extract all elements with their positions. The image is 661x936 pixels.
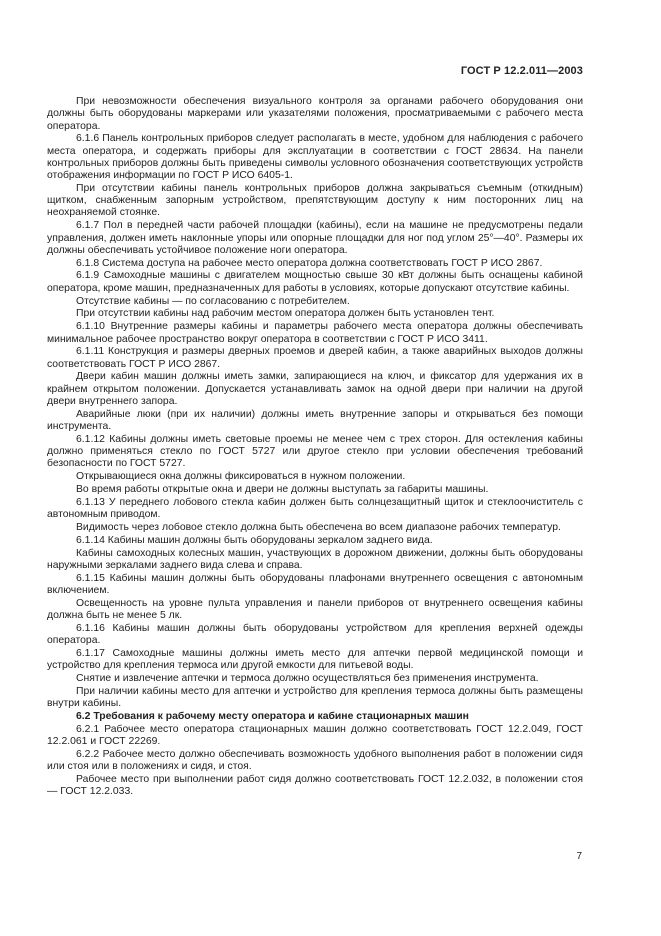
paragraph: 6.1.6 Панель контрольных приборов следует располагать в месте, удобном для наблюдения с рабочего места оператора, и содержать приборы для эксплуатации в соответствии с ГОСТ 28634. На панели контрольных приборов должны быть приведены символы условного обозначения соответствующих устройств отображения информации по ГОСТ Р ИСО 6405-1.: [47, 133, 583, 182]
paragraph: Снятие и извлечение аптечки и термоса должно осуществляться без применения инструмента.: [76, 673, 539, 685]
paragraph: Открывающиеся окна должны фиксироваться в нужном положении.: [76, 471, 406, 483]
paragraph: 6.1.9 Самоходные машины с двигателем мощностью свыше 30 кВт должны быть оснащены кабиной оператора, кроме машин, предназначенных для работы в условиях, которые допускают отсутствие кабины.: [47, 270, 583, 294]
paragraph: 6.1.14 Кабины машин должны быть оборудованы зеркалом заднего вида.: [76, 534, 433, 546]
body-text: [47, 96, 583, 799]
paragraph: Во время работы открытые окна и двери не должны выступать за габариты машины.: [76, 484, 489, 496]
paragraph: 6.1.15 Кабины машин должны быть оборудованы плафонами внутреннего освещения с автономным включением.: [47, 572, 583, 597]
paragraph: 6.1.16 Кабины машин должны быть оборудованы устройством для крепления верхней одежды оператора.: [47, 622, 583, 647]
paragraph: Освещенность на уровне пульта управления и панели приборов от внутреннего освещения кабины должна быть не менее 5 лк.: [47, 597, 583, 622]
section-heading: 6.2 Требования к рабочему месту оператора и кабине стационарных машин: [76, 711, 469, 723]
paragraph: При отсутствии кабины над рабочим местом оператора должен быть установлен тент.: [76, 308, 495, 320]
paragraph: 6.1.13 У переднего лобового стекла кабин должен быть солнцезащитный щиток и стеклоочиститель с автономным приводом.: [47, 496, 583, 521]
paragraph: 6.1.10 Внутренние размеры кабины и параметры рабочего места оператора должны обеспечивать минимальное рабочее пространство вокруг оператора в соответствии с ГОСТ Р ИСО 3411.: [47, 321, 583, 345]
paragraph: При наличии кабины место для аптечки и устройство для крепления термоса должны быть размещены внутри кабины.: [47, 686, 583, 710]
paragraph: 6.1.11 Конструкция и размеры дверных проемов и дверей кабин, а также аварийных выходов должны соответствовать ГОСТ Р ИСО 2867.: [47, 346, 583, 370]
page-number: 7: [576, 851, 582, 862]
paragraph: Двери кабин машин должны иметь замки, запирающиеся на ключ, и фиксатор для удержания их в крайнем открытом положении. Допускается устанавливать замок на одной двери при наличии на другой двери внутреннего запора.: [47, 371, 583, 407]
paragraph: 6.1.8 Система доступа на рабочее место оператора должна соответствовать ГОСТ Р ИСО 2867.: [76, 257, 543, 269]
paragraph: 6.1.17 Самоходные машины должны иметь место для аптечки первой медицинской помощи и устройство для крепления термоса или другой емкости для питьевой воды.: [47, 648, 583, 672]
document-code-header: ГОСТ Р 12.2.011—2003: [460, 65, 583, 77]
paragraph: 6.1.12 Кабины должны иметь световые проемы не менее чем с трех сторон. Для остекления кабины должно применяться стекло по ГОСТ 5727 или другое стекло при условии обеспечения требований безопасности по ГОСТ 5727.: [47, 433, 583, 470]
paragraph: Рабочее место при выполнении работ сидя должно соответствовать ГОСТ 12.2.032, в положении стоя — ГОСТ 12.2.033.: [47, 774, 583, 798]
paragraph: 6.2.1 Рабочее место оператора стационарных машин должно соответствовать ГОСТ 12.2.049, ГОСТ 12.2.061 и ГОСТ 22269.: [47, 723, 583, 748]
paragraph: Аварийные люки (при их наличии) должны иметь внутренние запоры и открываться без помощи инструмента.: [47, 408, 583, 433]
paragraph: 6.2.2 Рабочее место должно обеспечивать возможность удобного выполнения работ в положении сидя или стоя или в положениях и сидя, и стоя.: [47, 749, 583, 773]
paragraph: При невозможности обеспечения визуального контроля за органами рабочего оборудования они должны быть оборудованы маркерами или указателями положения, просматриваемыми с рабочего места оператора.: [47, 96, 583, 132]
paragraph: При отсутствии кабины панель контрольных приборов должна закрываться съемным (откидным) щитком, снабженным запорным устройством, препятствующим доступу к ним посторонних лиц на неохраняемой стоянке.: [47, 182, 583, 219]
paragraph: Видимость через лобовое стекло должна быть обеспечена во всем диапазоне рабочих температур.: [76, 522, 561, 533]
paragraph: Отсутствие кабины — по согласованию с потребителем.: [76, 295, 350, 307]
paragraph: Кабины самоходных колесных машин, участвующих в дорожном движении, должны быть оборудованы наружными зеркалами заднего вида слева и справа.: [47, 547, 583, 571]
paragraph: 6.1.7 Пол в передней части рабочей площадки (кабины), если на машине не предусмотрены педали управления, должен иметь наклонные упоры или опорные площадки для ног под углом 25°—40°. Размеры их должны обеспечивать устойчивое положение ноги оператора.: [47, 220, 583, 256]
